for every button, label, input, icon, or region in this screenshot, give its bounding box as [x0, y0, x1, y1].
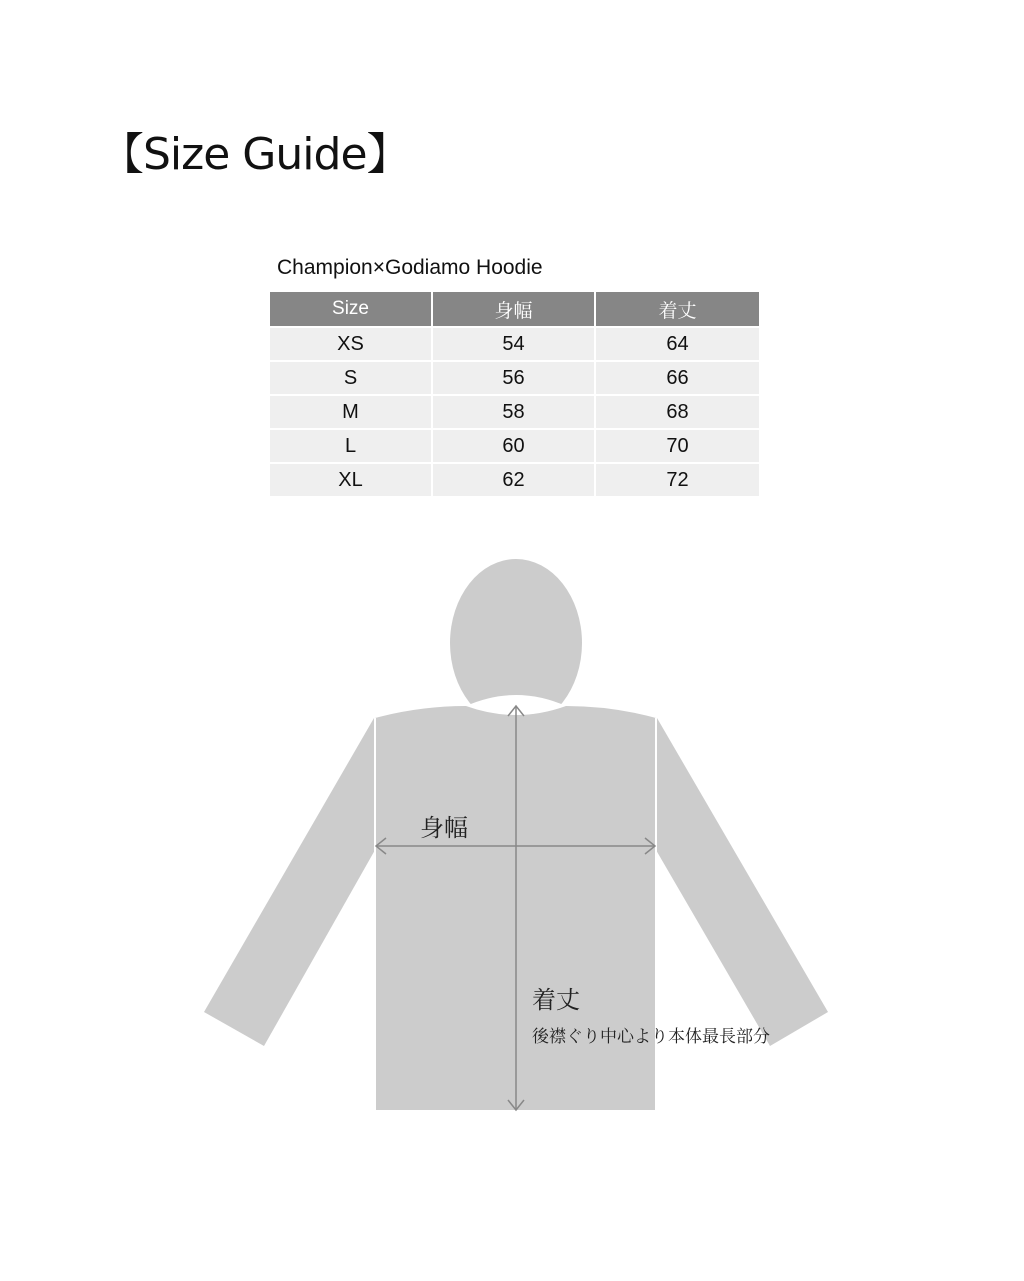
cell-length: 64	[596, 326, 759, 360]
cell-body-width: 56	[433, 360, 596, 394]
table-row	[270, 428, 759, 462]
cell-size: S	[270, 360, 433, 394]
column-header-length: 着丈	[596, 292, 759, 326]
cell-length: 72	[596, 462, 759, 496]
table-row	[270, 462, 759, 496]
length-note: 後襟ぐり中心より本体最長部分	[532, 1027, 770, 1047]
column-header-size: Size	[270, 292, 433, 326]
body-width-label: 身幅	[420, 814, 468, 842]
cell-body-width: 60	[433, 428, 596, 462]
cell-size: XS	[270, 326, 433, 360]
cell-length: 66	[596, 360, 759, 394]
cell-size: L	[270, 428, 433, 462]
length-label: 着丈	[532, 986, 580, 1014]
left-sleeve	[204, 718, 375, 1046]
cell-body-width: 62	[433, 462, 596, 496]
right-sleeve	[656, 718, 828, 1046]
table-row	[270, 394, 759, 428]
size-table	[270, 292, 759, 496]
table-header-row	[270, 292, 759, 326]
cell-body-width: 58	[433, 394, 596, 428]
product-name: Champion×Godiamo Hoodie	[277, 256, 543, 279]
column-header-body-width: 身幅	[433, 292, 596, 326]
cell-length: 68	[596, 394, 759, 428]
cell-size: M	[270, 394, 433, 428]
cell-length: 70	[596, 428, 759, 462]
table-row	[270, 360, 759, 394]
hoodie-diagram	[0, 540, 1024, 1140]
cell-body-width: 54	[433, 326, 596, 360]
table-row	[270, 326, 759, 360]
cell-size: XL	[270, 462, 433, 496]
page-title: 【Size Guide】	[100, 129, 410, 180]
